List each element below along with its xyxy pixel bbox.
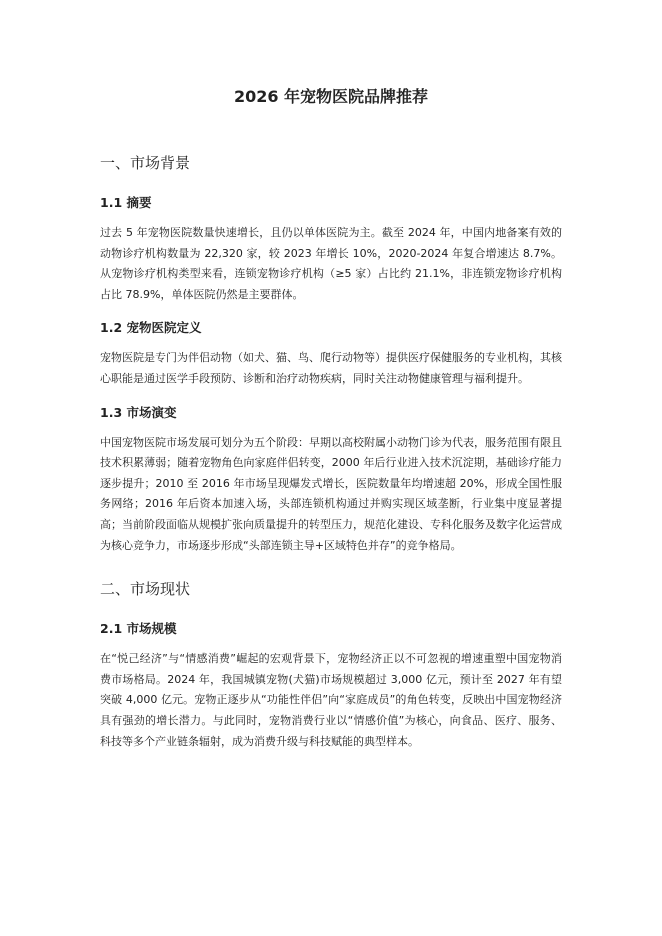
paragraph-definition: 宠物医院是专门为伴侣动物（如犬、猫、鸟、爬行动物等）提供医疗保健服务的专业机构，其核心职能是通过医学手段预防、诊断和治疗动物疾病，同时关注动物健康管理与福利提升。 <box>100 351 562 385</box>
section-heading: 二、市场现状 <box>100 580 191 599</box>
paragraph-summary: 过去 5 年宠物医院数量快速增长，且仍以单体医院为主。截至 2024 年，中国内地备案有效的动物诊疗机构数量为 22,320 家，较 2023 年增长 10%，2020-2024 年复合增速达 8.7%。从宠物诊疗机构类型来看，连锁宠物诊疗机构（≥5 家）占比约 21.1%，非连锁宠物诊疗机构占比 78.9%，单体医院仍然是主要群体。 <box>100 226 562 301</box>
paragraph-evolution: 中国宠物医院市场发展可划分为五个阶段：早期以高校附属小动物门诊为代表，服务范围有限且技术积累薄弱；随着宠物角色向家庭伴侣转变，2000 年后行业进入技术沉淀期，基础诊疗能力逐步提升；2010 至 2016 年市场呈现爆发式增长，医院数量年均增速超 20%，形成全国性服务网络；2016 年后资本加速入场，头部连锁机构通过并购实现区域垄断，行业集中度显著提高；当前阶段面临从规模扩张向质量提升的转型压力，规范化建设、专科化服务及数字化运营成为核心竞争力，市场逐步形成“头部连锁主导+区域特色并存”的竞争格局。 <box>100 435 562 552</box>
section-market-status <box>100 578 562 752</box>
section-market-background <box>100 152 562 556</box>
paragraph-market-size: 在“悦己经济”与“情感消费”崛起的宏观背景下，宠物经济正以不可忽视的增速重塑中国宠物消费市场格局。2024 年，我国城镇宠物(犬猫)市场规模超过 3,000 亿元，预计至 2027 年有望突破 4,000 亿元。宠物正逐步从“功能性伴侣”向“家庭成员”的角色转变，反映出中国宠物经济具有强劲的增长潜力。与此同时，宠物消费行业以“情感价值”为核心，向食品、医疗、服务、科技等多个产业链条辐射，成为消费升级与科技赋能的典型样本。 <box>100 652 562 748</box>
section-heading: 一、市场背景 <box>100 154 191 172</box>
subsection-heading: 2.1 市场规模 <box>100 621 177 637</box>
document-title: 2026 年宠物医院品牌推荐 <box>233 87 429 106</box>
subsection-heading: 1.2 宠物医院定义 <box>100 320 202 336</box>
subsection-heading: 1.3 市场演变 <box>100 404 177 420</box>
subsection-heading: 1.1 摘要 <box>100 195 152 210</box>
